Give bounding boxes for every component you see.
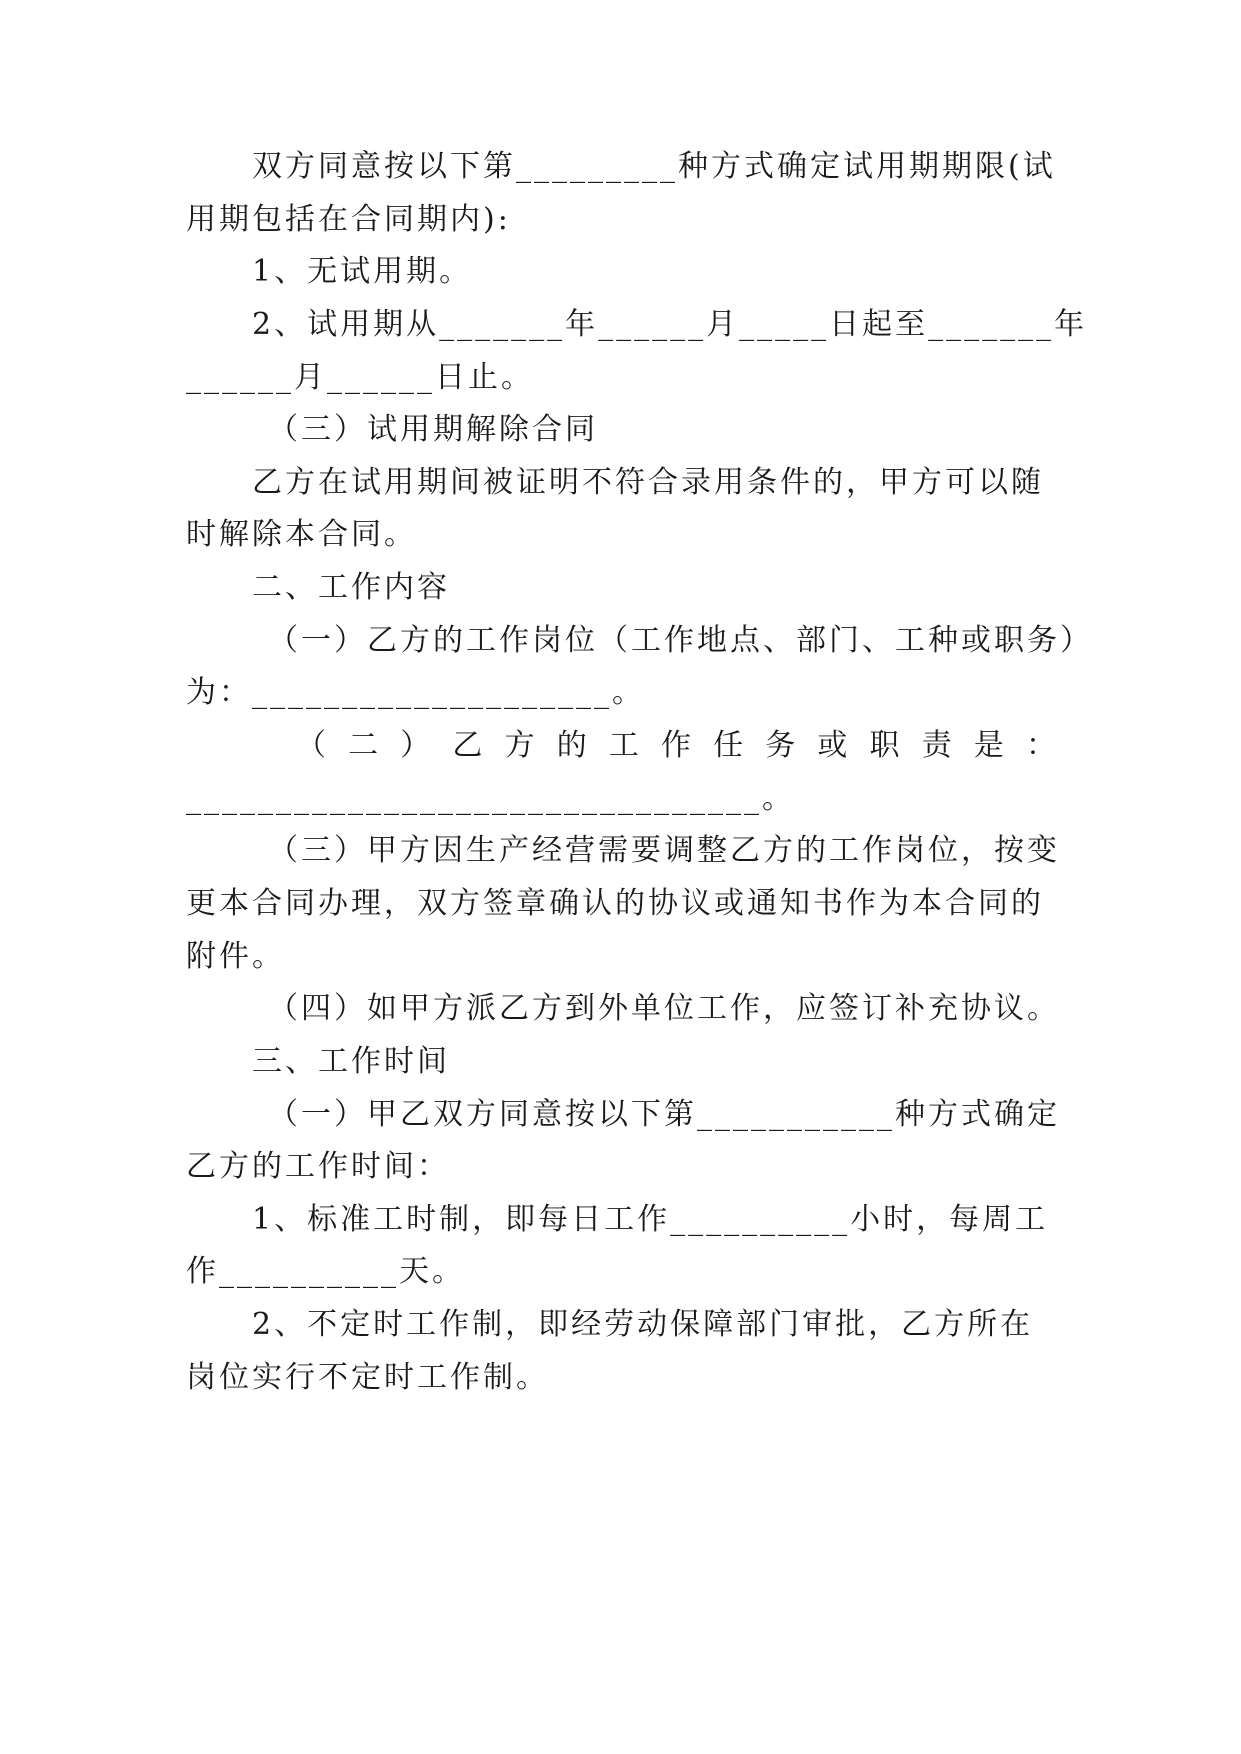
paragraph-line: 岗位实行不定时工作制。 bbox=[186, 1360, 549, 1395]
spread-char: 二 bbox=[348, 728, 379, 763]
spread-line bbox=[296, 728, 1056, 771]
paragraph-line: （一）乙方的工作岗位（工作地点、部门、工种或职务） bbox=[268, 623, 1093, 658]
spread-char: 是 bbox=[973, 728, 1004, 763]
section-heading: （三）试用期解除合同 bbox=[268, 412, 598, 447]
paragraph-line: 作__________天。 bbox=[186, 1254, 465, 1289]
paragraph-line: （三）甲方因生产经营需要调整乙方的工作岗位，按变 bbox=[268, 833, 1060, 868]
paragraph-line: 时解除本合同。 bbox=[186, 517, 417, 552]
spread-char: （ bbox=[296, 728, 326, 763]
paragraph-line: 为：____________________。 bbox=[186, 675, 645, 710]
section-heading: 三、工作时间 bbox=[252, 1044, 450, 1079]
spread-char: 职 bbox=[869, 728, 900, 763]
spread-char: ） bbox=[400, 728, 431, 763]
section-heading: 二、工作内容 bbox=[252, 570, 450, 605]
spread-char: 或 bbox=[817, 728, 848, 763]
paragraph-line: 1、标准工时制，即每日工作__________小时，每周工 bbox=[252, 1202, 1049, 1237]
spread-char: 务 bbox=[765, 728, 796, 763]
spread-char: 责 bbox=[921, 728, 952, 763]
paragraph-line: 双方同意按以下第_________种方式确定试用期期限(试 bbox=[252, 149, 1056, 184]
paragraph-line: 2、试用期从_______年______月_____日起至_______年 bbox=[252, 307, 1088, 342]
spread-char: 方 bbox=[504, 728, 535, 763]
spread-char: 乙 bbox=[452, 728, 483, 763]
paragraph-line: 更本合同办理，双方签章确认的协议或通知书作为本合同的 bbox=[186, 886, 1044, 921]
paragraph-line: （一）甲乙双方同意按以下第___________种方式确定 bbox=[268, 1097, 1060, 1132]
paragraph-line: 用期包括在合同期内): bbox=[186, 202, 511, 237]
paragraph-line: ______月______日止。 bbox=[186, 360, 534, 395]
paragraph-line: （四）如甲方派乙方到外单位工作，应签订补充协议。 bbox=[268, 991, 1060, 1026]
spread-char: 任 bbox=[713, 728, 744, 763]
paragraph-line: 2、不定时工作制，即经劳动保障部门审批，乙方所在 bbox=[252, 1307, 1034, 1342]
paragraph-line: 乙方在试用期间被证明不符合录用条件的，甲方可以随 bbox=[252, 465, 1044, 500]
spread-char: 作 bbox=[660, 728, 691, 763]
paragraph-line: 附件。 bbox=[186, 939, 285, 974]
paragraph-line: ________________________________。 bbox=[186, 781, 795, 816]
paragraph-line: 1、无试用期。 bbox=[252, 254, 473, 289]
spread-char: 工 bbox=[608, 728, 639, 763]
paragraph-line: 乙方的工作时间： bbox=[186, 1149, 450, 1184]
spread-char: ： bbox=[1025, 728, 1056, 763]
spread-char: 的 bbox=[556, 728, 587, 763]
